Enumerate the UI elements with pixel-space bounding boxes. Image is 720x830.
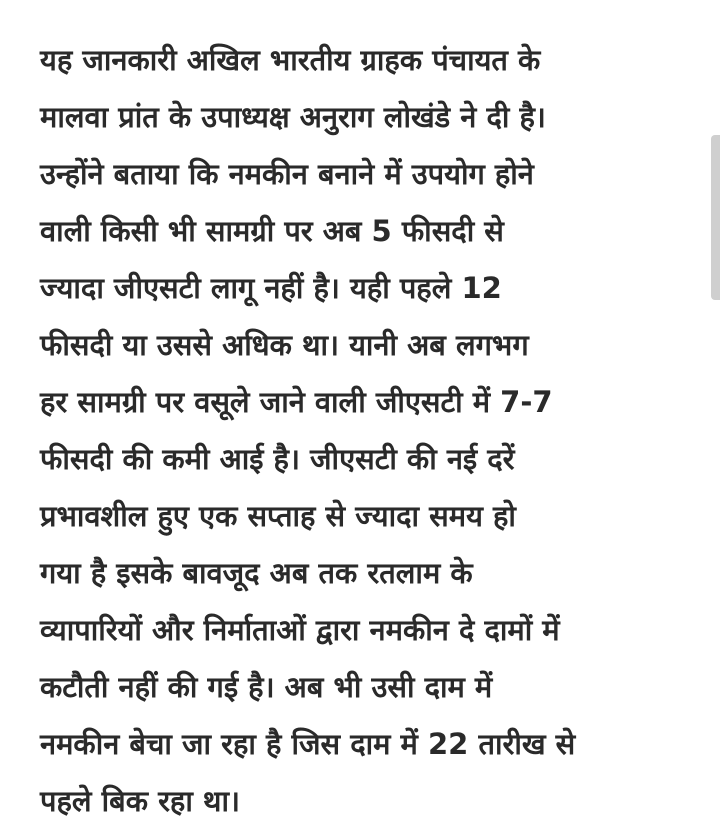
article-line: प्रभावशील हुए एक सप्ताह से ज्यादा समय हो bbox=[40, 499, 516, 533]
article-line: मालवा प्रांत के उपाध्यक्ष अनुराग लोखंडे ने दी है। bbox=[40, 100, 546, 134]
article-line: फीसदी या उससे अधिक था। यानी अब लगभग bbox=[40, 328, 529, 362]
article-line: हर सामग्री पर वसूले जाने वाली जीएसटी में 7-7 bbox=[40, 385, 553, 419]
article-line: नमकीन बेचा जा रहा है जिस दाम में 22 तारीख से bbox=[40, 727, 576, 761]
article-line: ज्यादा जीएसटी लागू नहीं है। यही पहले 12 bbox=[40, 271, 502, 305]
article-line: व्यापारियों और निर्माताओं द्वारा नमकीन दे दामों में bbox=[40, 613, 560, 647]
article-line: पहले बिक रहा था। bbox=[40, 784, 240, 818]
article-line: कटौती नहीं की गई है। अब भी उसी दाम में bbox=[40, 670, 493, 704]
article-line: फीसदी की कमी आई है। जीएसटी की नई दरें bbox=[40, 442, 515, 476]
article-line: उन्होंने बताया कि नमकीन बनाने में उपयोग होने bbox=[40, 157, 534, 191]
article-line: यह जानकारी अखिल भारतीय ग्राहक पंचायत के bbox=[40, 43, 541, 77]
scrollbar-thumb[interactable] bbox=[711, 135, 720, 300]
article-body bbox=[40, 32, 690, 830]
article-line: गया है इसके बावजूद अब तक रतलाम के bbox=[40, 556, 473, 590]
article-line: वाली किसी भी सामग्री पर अब 5 फीसदी से bbox=[40, 214, 504, 248]
